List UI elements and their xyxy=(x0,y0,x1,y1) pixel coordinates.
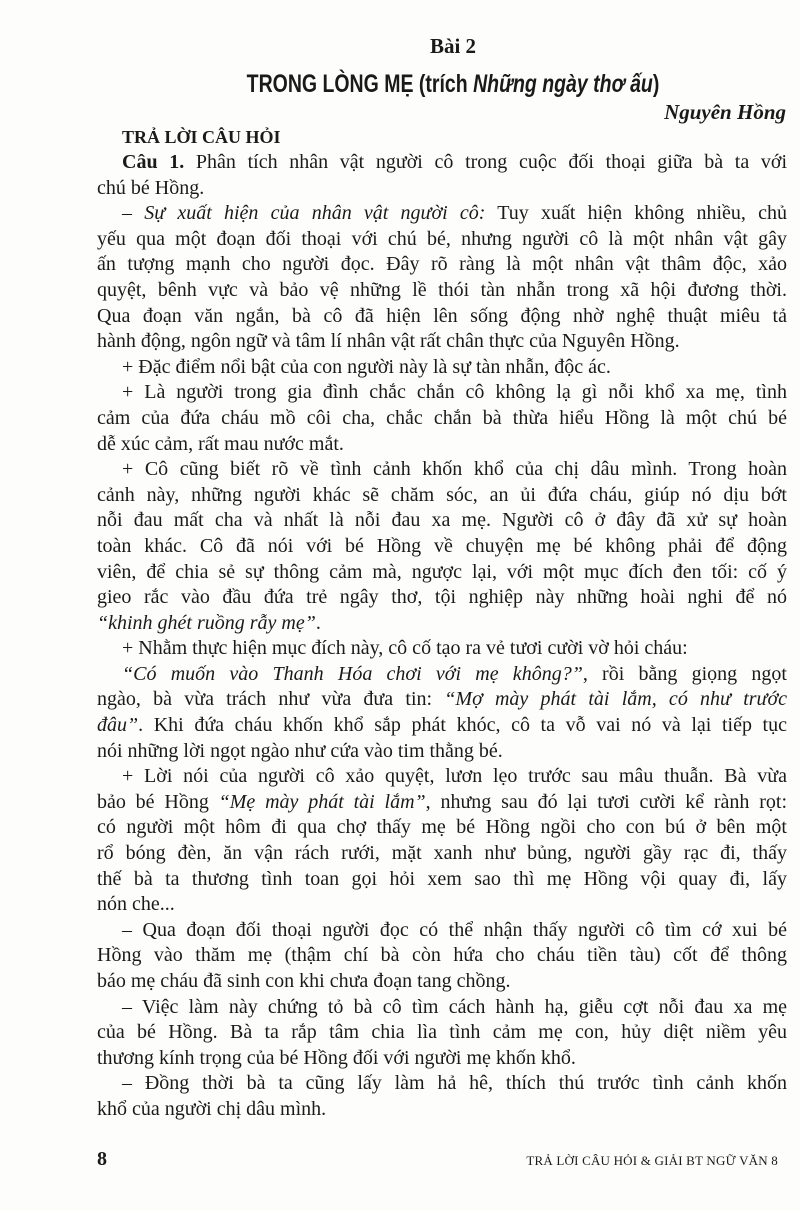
text-line xyxy=(97,176,787,202)
text-segment: + Đặc điểm nổi bật của con người này là sự tàn nhẫn, độc ác. xyxy=(122,355,611,378)
text-segment: nỗi đau mất cha và nhất là nỗi đau xa mẹ. Người cô ở đây đã xử sự hoàn xyxy=(97,509,787,532)
text-line xyxy=(97,662,787,688)
text-line xyxy=(97,278,787,304)
text-segment: + Lời nói của người cô xảo quyệt, lươn lẹo trước sau mâu thuẫn. Bà vừa xyxy=(122,765,787,788)
text-segment: Hồng vào thăm mẹ (thậm chí bà còn hứa cho cháu tiền tàu) cốt để thông xyxy=(97,944,787,967)
text-segment: – Việc làm này chứng tỏ bà cô tìm cách hành hạ, giễu cợt nỗi đau xa mẹ xyxy=(122,995,787,1018)
text-segment: viên, để chia sẻ sự thông cảm mà, ngược lại, với một mục đích đen tối: cố ý xyxy=(97,560,787,583)
text-segment: Tuy xuất hiện không nhiều, chủ xyxy=(485,202,788,225)
paragraph xyxy=(97,355,787,381)
text-line xyxy=(97,1071,787,1097)
text-line xyxy=(97,867,787,893)
text-line xyxy=(97,1046,787,1072)
paragraph xyxy=(97,918,787,995)
text-segment: dễ xúc cảm, rất mau nước mắt. xyxy=(97,432,344,455)
italic-text: “khinh ghét ruồng rẫy mẹ” xyxy=(97,611,316,634)
text-segment: bảo bé Hồng xyxy=(97,790,219,813)
text-line xyxy=(97,201,787,227)
text-segment: khổ của người chị dâu mình. xyxy=(97,1097,327,1120)
text-segment: cảnh này, những người khác sẽ chăm sóc, an ủi đứa cháu, giúp nó dịu bớt xyxy=(97,483,787,506)
text-segment: hành động, ngôn ngữ và tâm lí nhân vật rất chân thực của Nguyên Hồng. xyxy=(97,330,680,353)
italic-text: “Mẹ mày phát tài lắm” xyxy=(218,790,426,813)
page-number: 8 xyxy=(97,1148,107,1170)
text-line xyxy=(97,355,787,381)
paragraph xyxy=(97,764,787,918)
text-segment: nói những lời ngọt ngào như cứa vào tim thằng bé. xyxy=(97,739,503,762)
text-segment: + Cô cũng biết rõ về tình cảnh khốn khổ của chị dâu mình. Trong hoàn xyxy=(122,458,787,481)
text-segment: , nhưng sau đó lại tươi cười kể rành rọt: xyxy=(425,790,787,813)
text-line xyxy=(97,918,787,944)
text-line xyxy=(97,304,787,330)
title-source-italic: Những ngày thơ ấu xyxy=(473,70,653,98)
paragraph xyxy=(97,1071,787,1122)
text-line xyxy=(97,969,787,995)
text-line xyxy=(97,252,787,278)
text-line xyxy=(97,687,787,713)
text-segment: báo mẹ cháu đã sinh con khi chưa đoạn tang chồng. xyxy=(97,970,511,992)
text-line xyxy=(97,560,787,586)
text-line xyxy=(97,534,787,560)
text-line xyxy=(97,739,787,765)
paragraph xyxy=(97,662,787,764)
text-segment: gieo rắc vào đầu đứa trẻ ngây thơ, tội nghiệp này những hoài nghi để nó xyxy=(97,586,787,609)
text-line xyxy=(97,611,787,637)
text-line xyxy=(97,508,787,534)
text-line xyxy=(97,1097,787,1123)
text-segment: Phân tích nhân vật người cô trong cuộc đối thoại giữa bà ta với xyxy=(184,151,787,173)
text-segment: + Nhằm thực hiện mục đích này, cô cố tạo ra vẻ tươi cười vờ hỏi cháu: xyxy=(122,637,688,660)
italic-text: “Có muốn vào Thanh Hóa chơi với mẹ không?” xyxy=(122,662,583,685)
text-line xyxy=(97,483,787,509)
text-segment: thương kính trọng của bé Hồng đối với người mẹ khốn khổ. xyxy=(97,1046,576,1069)
text-line xyxy=(97,329,787,355)
title-close: ) xyxy=(652,70,660,98)
paragraph xyxy=(97,201,787,355)
text-line xyxy=(97,227,787,253)
lesson-title xyxy=(100,70,800,99)
text-segment: thế bà ta thương tình toan gọi hỏi xem sao thì mẹ Hồng vội quay đi, lấy xyxy=(97,867,787,890)
text-line xyxy=(97,815,787,841)
text-segment: yếu qua một đoạn đối thoại với chú bé, nhưng người cô là một nhân vật gây xyxy=(97,227,787,250)
text-segment: ấn tượng mạnh cho người đọc. Đây rõ ràng là một nhân vật thâm độc, xảo xyxy=(97,253,787,276)
text-segment: – Đồng thời bà ta cũng lấy làm hả hê, thích thú trước tình cảnh khốn xyxy=(122,1072,787,1095)
italic-text: “Mợ mày phát tài lắm, có như trước xyxy=(444,688,787,711)
paragraph xyxy=(97,380,787,457)
text-line xyxy=(97,841,787,867)
text-segment: Qua đoạn văn ngắn, bà cô đã hiện lên sống động nhờ nghệ thuật miêu tả xyxy=(97,304,787,327)
text-segment: toàn khác. Cô đã nói với bé Hồng về chuyện mẹ bé không phải để động xyxy=(97,534,787,557)
text-segment: của bé Hồng. Bà ta rắp tâm chia lìa tình cảm mẹ con, hủy diệt niềm yêu xyxy=(97,1021,787,1044)
lesson-number: Bài 2 xyxy=(429,34,477,58)
text-line xyxy=(97,790,787,816)
text-segment: nón che... xyxy=(97,893,175,916)
text-segment: – Qua đoạn đối thoại người đọc có thể nhận thấy người cô tìm cớ xui bé xyxy=(122,918,787,941)
text-line xyxy=(97,764,787,790)
text-segment: ngào, bà vừa trách như vừa đưa tin: xyxy=(97,688,445,711)
paragraph xyxy=(97,636,787,662)
text-line xyxy=(97,457,787,483)
italic-text: đâu” xyxy=(97,714,139,737)
text-line xyxy=(97,380,787,406)
text-line xyxy=(97,406,787,432)
text-segment: – xyxy=(122,202,145,225)
running-footer: TRẢ LỜI CÂU HỎI & GIẢI BT NGỮ VĂN 8 xyxy=(526,1153,778,1168)
text-line xyxy=(97,943,787,969)
text-segment: có người một hôm đi qua chợ thấy mẹ bé Hồng ngồi cho con bú ở bên một xyxy=(97,816,787,839)
title-main: TRONG LÒNG MẸ (trích xyxy=(246,70,474,98)
text-line xyxy=(97,150,787,176)
text-line xyxy=(97,713,787,739)
text-line xyxy=(97,1020,787,1046)
text-segment: chú bé Hồng. xyxy=(97,176,205,199)
paragraph xyxy=(97,457,787,636)
text-segment: cảm của đứa cháu mồ côi cha, chắc chắn bà thừa hiểu Hồng là một chú bé xyxy=(97,406,787,429)
text-line xyxy=(97,585,787,611)
text-line xyxy=(97,636,787,662)
author-name: Nguyên Hồng xyxy=(664,100,786,124)
text-segment: . xyxy=(315,611,321,634)
text-segment: . Khi đứa cháu khốn khổ sắp phát khóc, cô ta vỗ vai nó và lại tiếp tục xyxy=(138,714,787,737)
answer-body xyxy=(97,150,787,1123)
text-segment: + Là người trong gia đình chắc chắn cô không lạ gì nỗi khổ xa mẹ, tình xyxy=(122,381,787,404)
section-heading: TRẢ LỜI CÂU HỎI xyxy=(122,127,281,147)
text-segment: rổ bóng đèn, ăn vận rách rưới, mặt xanh như bủng, người gầy rạc đi, thấy xyxy=(97,842,787,865)
text-segment: , rồi bằng giọng ngọt xyxy=(582,662,787,685)
paragraph xyxy=(97,150,787,201)
text-line xyxy=(97,432,787,458)
italic-text: Sự xuất hiện của nhân vật người cô: xyxy=(144,202,486,225)
text-line xyxy=(97,892,787,918)
bold-text: Câu 1. xyxy=(122,151,185,173)
text-line xyxy=(97,995,787,1021)
paragraph xyxy=(97,995,787,1072)
text-segment: quyệt, bênh vực và bảo vệ những lề thói tàn nhẫn trong xã hội đương thời. xyxy=(97,278,787,301)
